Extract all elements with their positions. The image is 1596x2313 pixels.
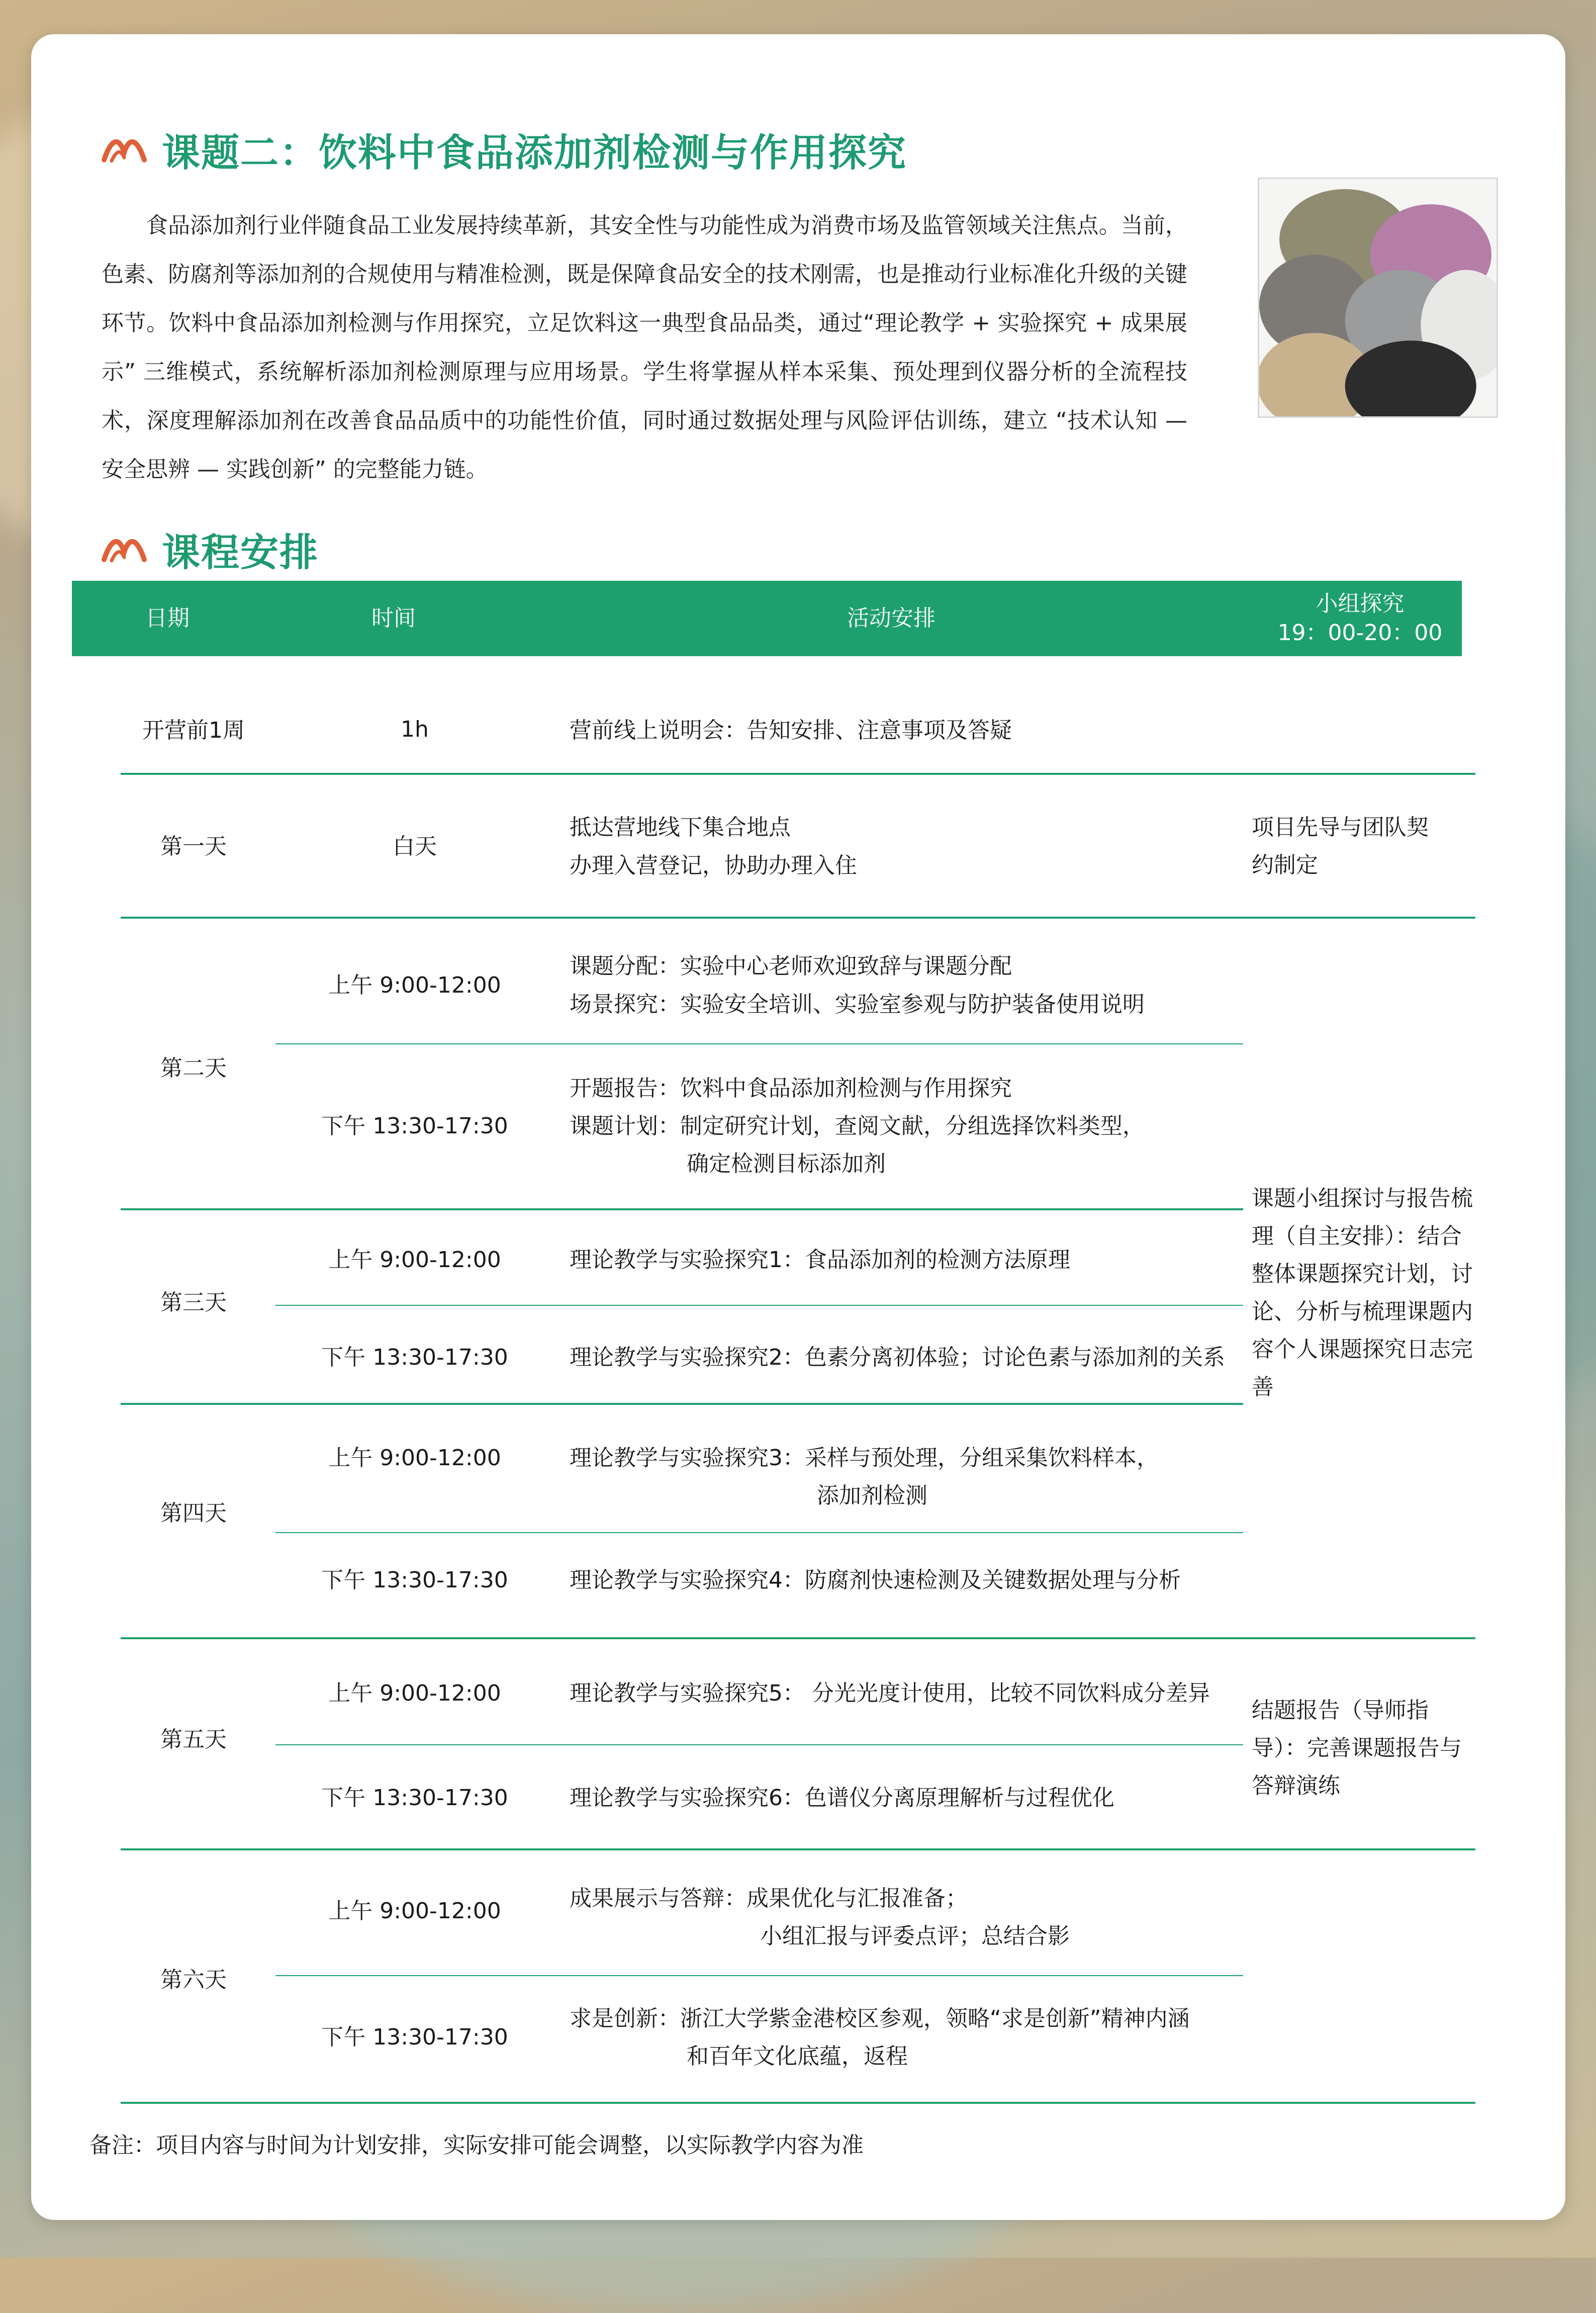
section-title-text: 课题二：饮料中食品添加剂检测与作用探究 xyxy=(162,130,907,175)
row-activity: 开题报告：饮料中食品添加剂检测与作用探究 xyxy=(570,1076,1012,1101)
row-time: 上午 9:00-12:00 xyxy=(328,1445,501,1471)
group-activity: 课题小组探讨与报告梳理（自主安排）：结合整体课题探究计划，讨论、分析与梳理课题内容个人课题探究日志完善 xyxy=(1252,1186,1473,1400)
footnote: 备注：项目内容与时间为计划安排，实际安排可能会调整，以实际教学内容为准 xyxy=(89,2132,864,2158)
row-activity: 理论教学与实验探究4：防腐剂快速检测及关键数据处理与分析 xyxy=(570,1567,1181,1593)
row-date: 第四天 xyxy=(160,1500,227,1526)
section-title-schedule xyxy=(102,522,319,577)
row-date: 第二天 xyxy=(160,1055,227,1081)
row-activity: 和百年文化底蕴，返程 xyxy=(687,2043,908,2069)
intro-text xyxy=(102,201,1187,494)
row-divider xyxy=(121,1637,1475,1639)
row-divider xyxy=(121,1848,1475,1850)
additive-powders-illustration xyxy=(1259,179,1496,416)
row-divider xyxy=(121,917,1475,919)
row-time: 下午 13:30-17:30 xyxy=(321,1785,508,1811)
row-activity: 理论教学与实验探究3：采样与预处理，分组采集饮料样本， xyxy=(570,1445,1159,1471)
row-activity: 场景探究：实验安全培训、实验室参观与防护装备使用说明 xyxy=(570,992,1145,1017)
row-activity: 求是创新：浙江大学紫金港校区参观，领略“求是创新”精神内涵 xyxy=(570,2006,1190,2031)
row-activity: 确定检测目标添加剂 xyxy=(687,1151,886,1177)
row-divider xyxy=(275,1532,1243,1533)
row-date: 第一天 xyxy=(160,834,227,859)
row-activity: 办理入营登记，协助办理入住 xyxy=(570,853,857,878)
row-divider xyxy=(121,2102,1475,2104)
row-activity: 小组汇报与评委点评；总结合影 xyxy=(760,1923,1070,1949)
group-activity: 结题报告（导师指导）：完善课题报告与答辩演练 xyxy=(1252,1698,1462,1799)
schedule-table-header xyxy=(72,581,1462,656)
additive-powders-image xyxy=(1258,177,1498,418)
header-date: 日期 xyxy=(145,605,190,631)
brand-logo-icon xyxy=(102,135,147,165)
intro-paragraph: 食品添加剂行业伴随食品工业发展持续革新，其安全性与功能性成为消费市场及监管领域关注焦点。当前，色素、防腐剂等添加剂的合规使用与精准检测，既是保障食品安全的技术刚需，也是推动行业标准化升级的关键环节。饮料中食品添加剂检测与作用探究，立足饮料这一典型食品品类，通过“理论教学 + 实验探究 + 成果展示” 三维模式，系统解析添加剂检测原理与应用场景。学生将掌握从样本采集、预处理到仪器分析的全流程技术，深度理解添加剂在改善食品品质中的功能性价值，同时通过数据处理与风险评估训练，建立 “技术认知 — 安全思辨 — 实践创新” 的完整能力链。 xyxy=(102,213,1187,482)
row-activity: 理论教学与实验探究1：食品添加剂的检测方法原理 xyxy=(570,1247,1070,1273)
row-date: 第六天 xyxy=(160,1967,227,1993)
row-time: 下午 13:30-17:30 xyxy=(321,1345,508,1370)
header-group-time: 19：00-20：00 xyxy=(1277,620,1443,646)
row-time: 上午 9:00-12:00 xyxy=(328,972,501,998)
row-date: 第三天 xyxy=(160,1290,227,1315)
row-date: 开营前1周 xyxy=(142,718,245,743)
row-activity: 课题分配：实验中心老师欢迎致辞与课题分配 xyxy=(570,953,1012,979)
row-divider xyxy=(121,1208,1243,1210)
row-time: 上午 9:00-12:00 xyxy=(328,1247,501,1273)
header-group-title: 小组探究 xyxy=(1316,591,1404,616)
row-divider xyxy=(121,773,1475,775)
row-time: 上午 9:00-12:00 xyxy=(328,1898,501,1924)
row-activity: 抵达营地线下集合地点 xyxy=(570,815,791,840)
row-time: 下午 13:30-17:30 xyxy=(321,1567,508,1593)
row-divider xyxy=(275,1043,1243,1044)
header-group xyxy=(1258,581,1462,656)
header-time: 时间 xyxy=(371,605,416,631)
row-activity: 课题计划：制定研究计划，查阅文献，分组选择饮料类型， xyxy=(570,1113,1145,1139)
row-divider xyxy=(275,1305,1243,1306)
brand-logo-icon xyxy=(102,535,147,565)
row-activity: 理论教学与实验探究5： 分光光度计使用，比较不同饮料成分差异 xyxy=(570,1680,1210,1706)
row-activity: 成果展示与答辩：成果优化与汇报准备； xyxy=(570,1886,968,1911)
row-time: 下午 13:30-17:30 xyxy=(321,2024,508,2050)
row-divider xyxy=(275,1975,1243,1976)
header-activity: 活动安排 xyxy=(847,605,935,631)
row-time: 下午 13:30-17:30 xyxy=(321,1113,508,1139)
row-time: 白天 xyxy=(393,834,437,859)
row-activity: 理论教学与实验探究2：色素分离初体验；讨论色素与添加剂的关系 xyxy=(570,1345,1225,1370)
row-activity: 添加剂检测 xyxy=(817,1483,927,1508)
row-divider xyxy=(121,1403,1243,1405)
row-divider xyxy=(275,1744,1243,1745)
section-title-topic xyxy=(102,122,907,177)
row-activity: 营前线上说明会：告知安排、注意事项及答疑 xyxy=(570,718,1012,743)
group-activity: 项目先导与团队契约制定 xyxy=(1252,815,1429,878)
row-time: 上午 9:00-12:00 xyxy=(328,1680,501,1706)
row-date: 第五天 xyxy=(160,1727,227,1752)
row-time: 1h xyxy=(401,717,429,742)
section-title-text: 课程安排 xyxy=(162,530,319,575)
row-activity: 理论教学与实验探究6：色谱仪分离原理解析与过程优化 xyxy=(570,1785,1114,1811)
